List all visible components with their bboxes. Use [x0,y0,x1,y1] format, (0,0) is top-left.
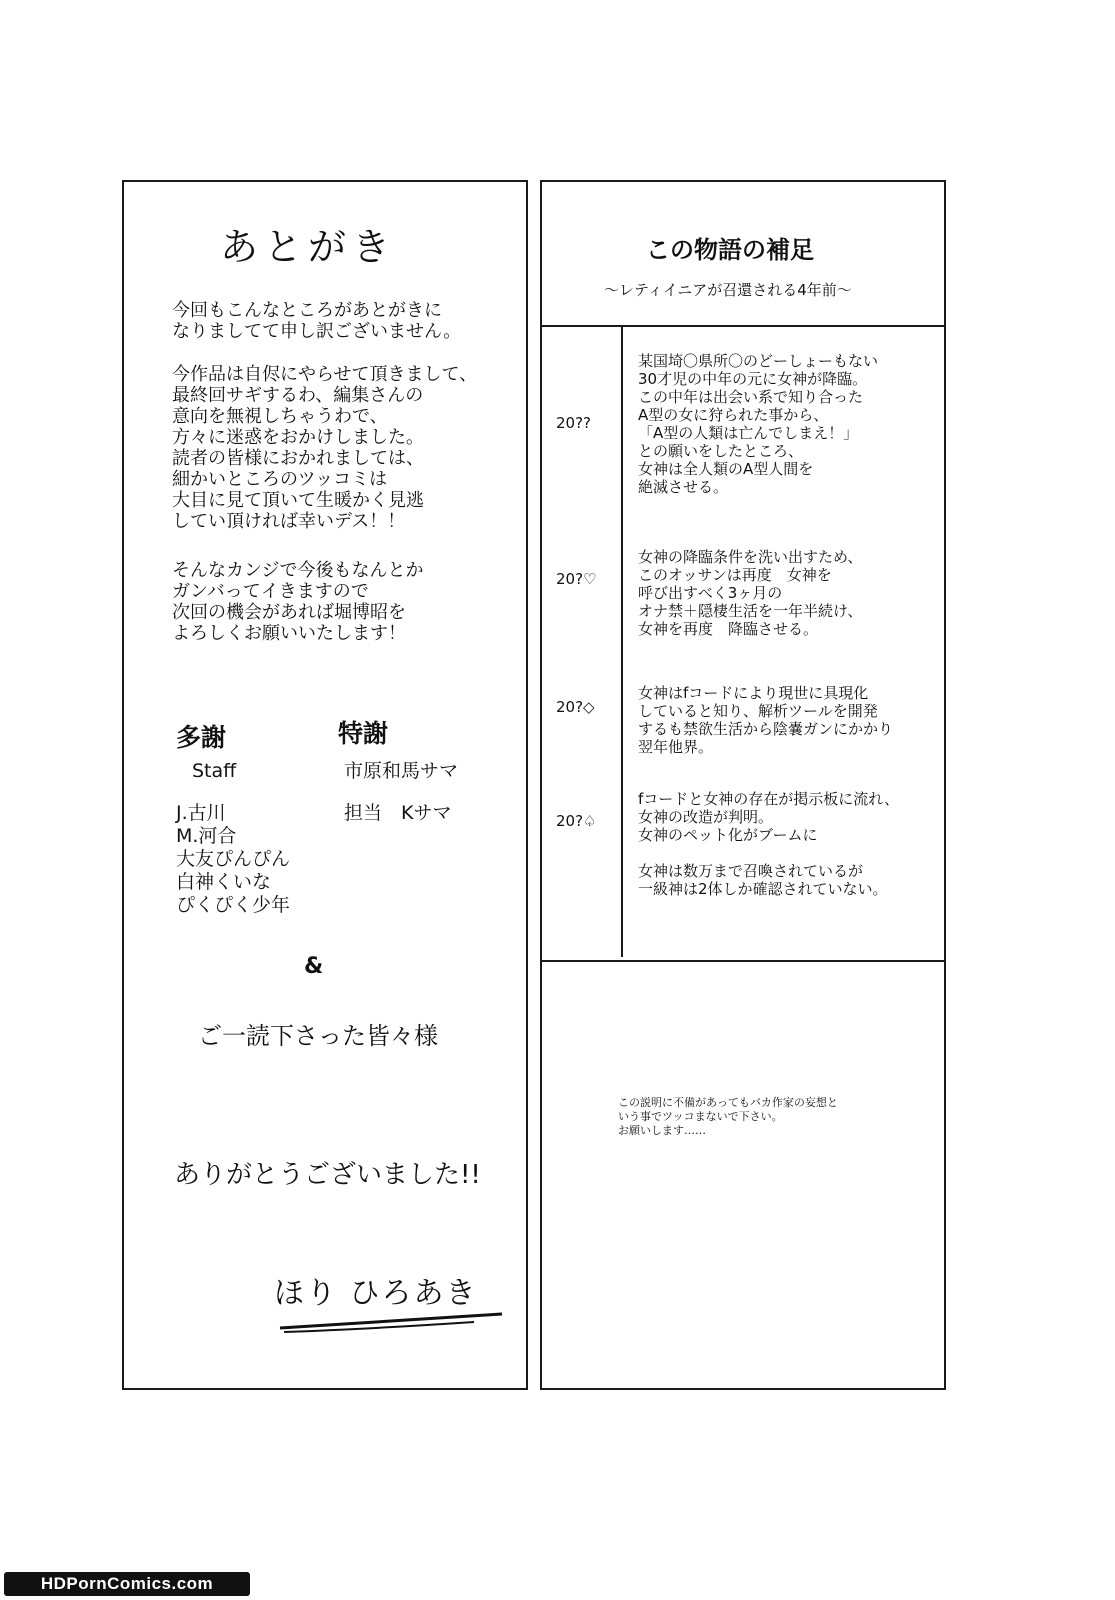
timeline-entry-4: fコードと女神の存在が掲示板に流れ、 女神の改造が判明。 女神のペット化がブームに 女神は数万まで召喚されているが 一級神は2体しか確認されていない。 [638,790,900,898]
timeline-entry-1: 某国埼〇県所〇のどーしょーもない 30才児の中年の元に女神が降臨。 この中年は出会い系で知り合った A型の女に狩られた事から、 「A型の人類は亡んでしまえ！」 との願いをしたところ、 女神は全人類のA型人間を 絶滅させる。 [638,352,879,496]
afterword-paragraph-2: 今作品は自侭にやらせて頂きまして、 最終回サギするわ、編集さんの 意向を無視しちゃうわで、 方々に迷惑をおかけしました。 読者の皆様におかれましては、 細かいところのツッコミは 大目に見て頂いて生暖かく見逃 してい頂ければ幸いデス！！ [172,364,478,532]
readers-thanks: ご一読下さった皆々様 [198,1022,438,1050]
timeline-bottom-divider [542,960,944,962]
disclaimer-note: この説明に不備があってもバカ作家の妄想と いう事でツッコまないで下さい。 お願いします…… [618,1096,838,1137]
header-divider [542,325,944,327]
timeline-column-divider [621,327,623,957]
afterword-paragraph-1: 今回もこんなところがあとがきに なりましてて申し訳ございません。 [172,300,462,342]
timeline-year-4: 20?♤ [556,812,597,830]
site-watermark: HDPornComics.com [4,1572,250,1596]
timeline-entry-2: 女神の降臨条件を洗い出すため、 このオッサンは再度 女神を 呼び出すべく3ヶ月の オナ禁＋隠棲生活を一年半続け、 女神を再度 降臨させる。 [638,548,863,638]
afterword-title: あとがき [220,225,397,269]
afterword-paragraph-3: そんなカンジで今後もなんとか ガンバってイきますので 次回の機会があれば堀博昭を よろしくお願いいたします！ [172,560,424,644]
special-thanks-heading: 特謝 [338,719,389,748]
ampersand: & [304,954,324,979]
timeline-year-1: 20?? [556,414,592,432]
supplement-subtitle: ～レティイニアが召還される4年前～ [604,281,852,299]
supplement-title: この物語の補足 [646,236,814,264]
timeline-entry-3: 女神はfコードにより現世に具現化 していると知り、解析ツールを開発 するも禁欲生活から陰嚢ガンにかかり 翌年他界。 [638,684,894,756]
author-signature: ほり ひろあき [274,1276,478,1311]
staff-label: Staff [192,760,237,782]
special-thanks-list: 市原和馬サマ 担当 Kサマ [344,760,459,824]
supplement-panel [540,180,946,1390]
staff-list: J.古川 M.河合 大友ぴんぴん 白神くいな ぴくぴく少年 [176,802,291,916]
afterword-panel [122,180,528,1390]
signature-underline [274,1306,514,1336]
closing-thanks: ありがとうございました!! [174,1160,481,1190]
thanks-heading: 多謝 [176,723,227,752]
timeline-year-3: 20?◇ [556,698,595,716]
timeline-year-2: 20?♡ [556,570,597,588]
